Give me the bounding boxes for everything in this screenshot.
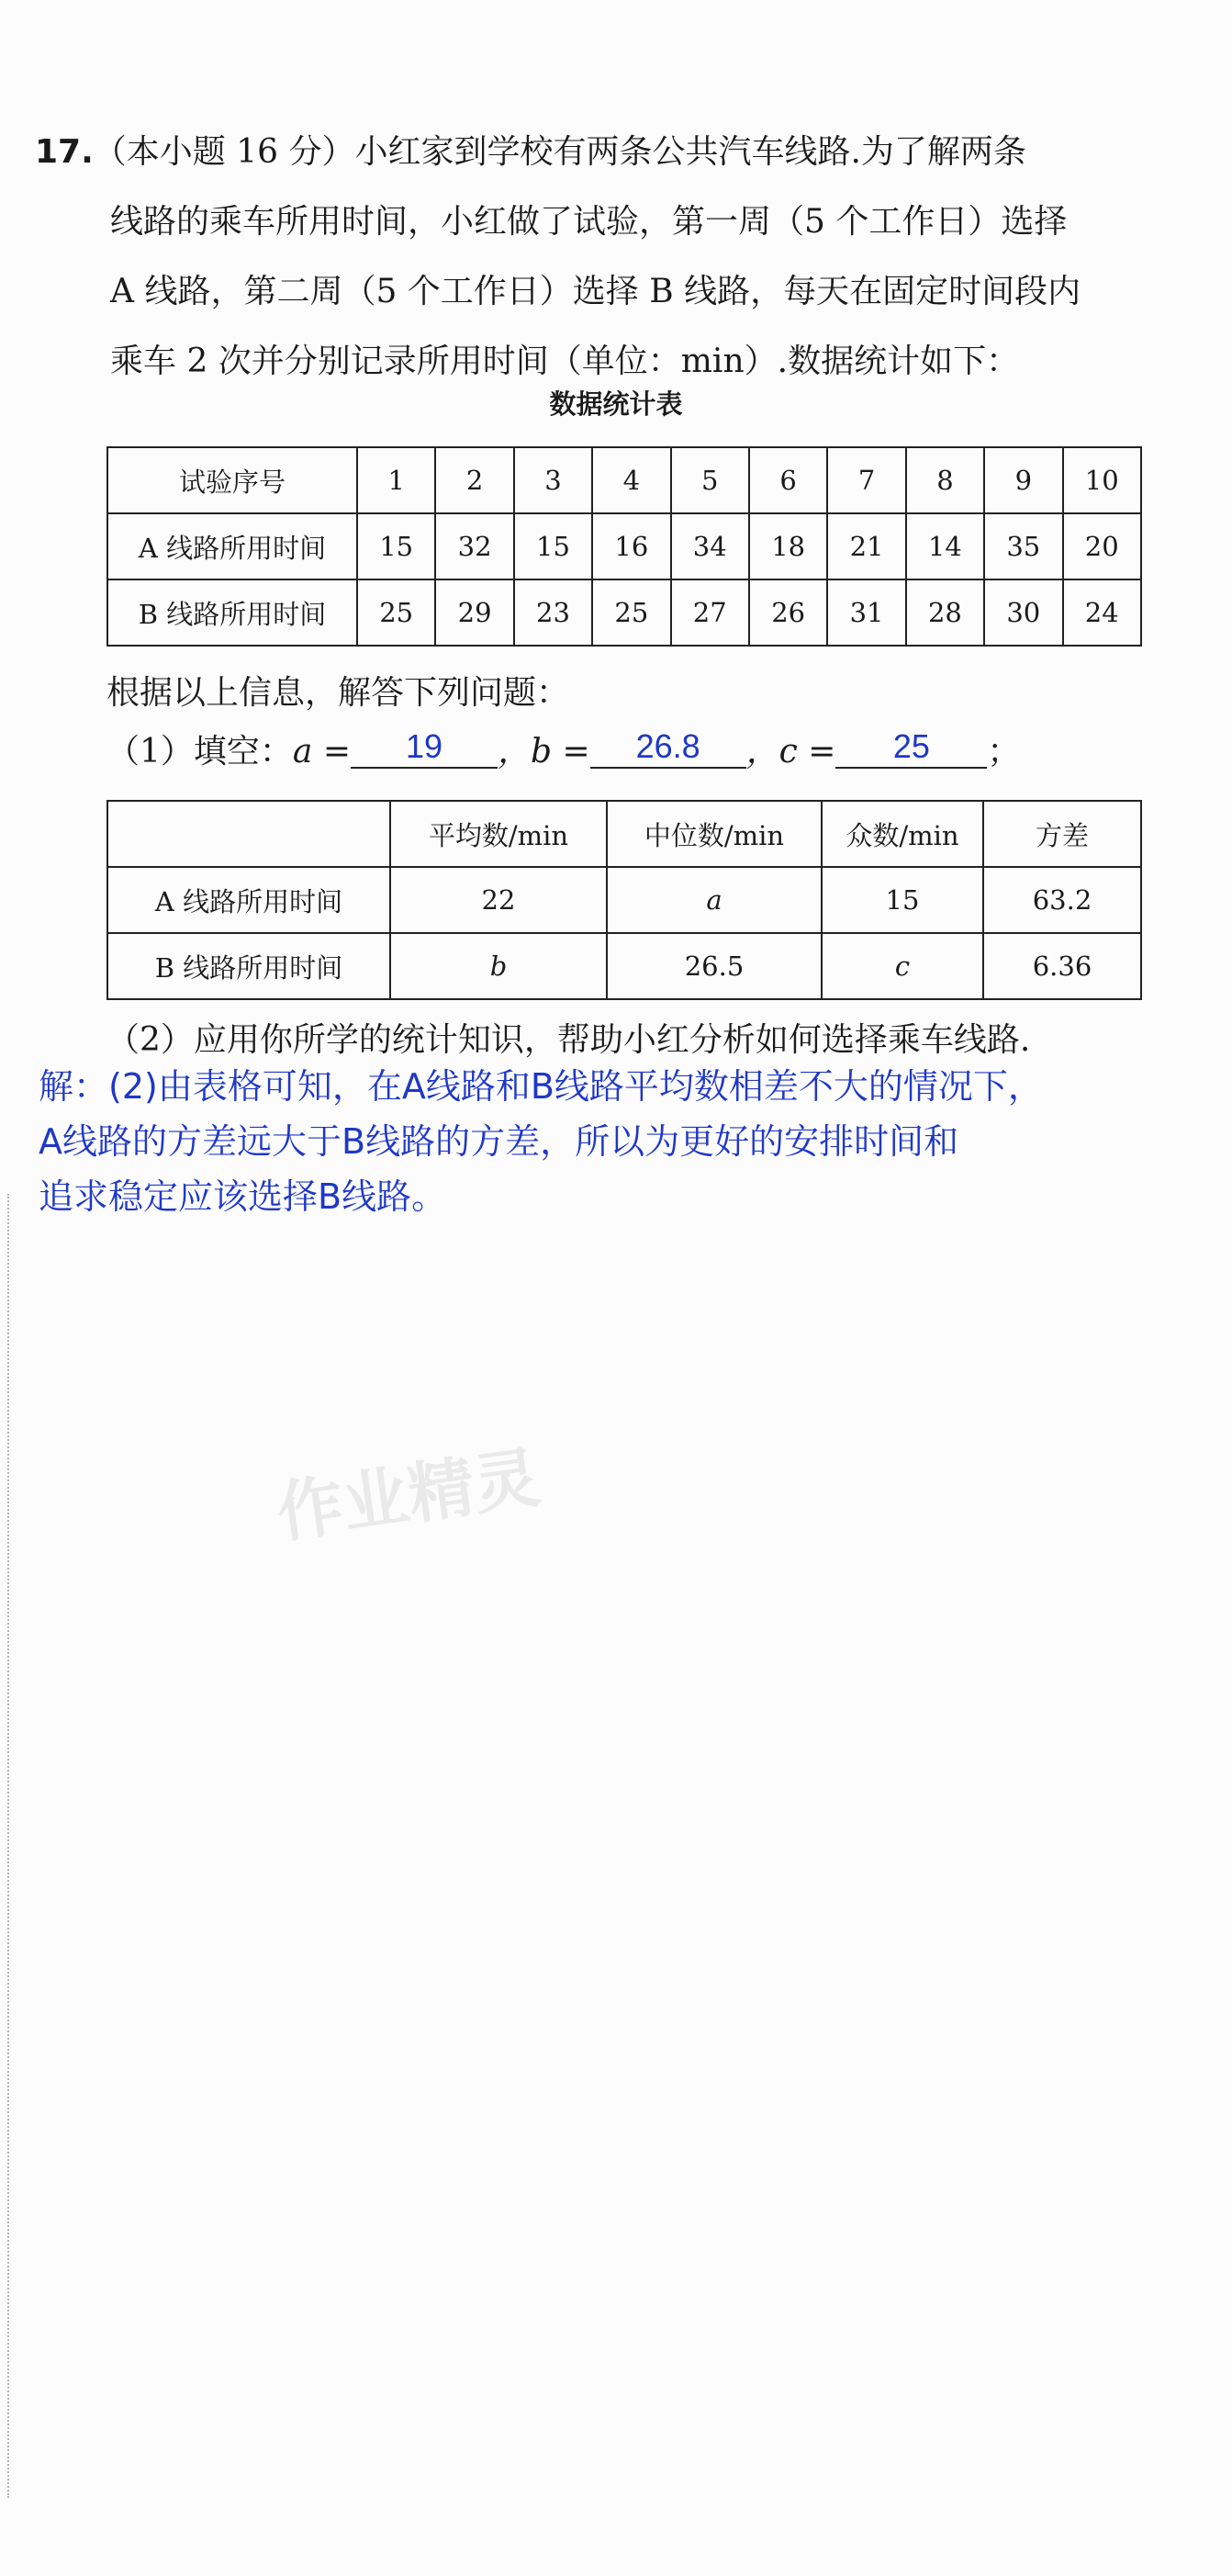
header-empty xyxy=(107,801,390,867)
cell: 32 xyxy=(435,513,513,579)
header-median: 中位数/min xyxy=(607,801,822,867)
c-answer-blank[interactable]: 25 xyxy=(835,726,987,769)
cell: c xyxy=(822,933,983,999)
trial-number: 8 xyxy=(906,447,984,513)
cell: 26 xyxy=(749,579,827,646)
fill-in-line xyxy=(106,726,1020,772)
trial-number: 9 xyxy=(984,447,1062,513)
margin-dotted-line xyxy=(7,1194,9,2498)
cell: 21 xyxy=(827,513,905,579)
table-row xyxy=(107,867,1141,933)
cell: 26.5 xyxy=(607,933,822,999)
part-2-question: （2）应用你所学的统计知识，帮助小红分析如何选择乘车线路. xyxy=(106,1021,1031,1059)
table-row xyxy=(107,933,1141,999)
cell: 22 xyxy=(390,867,607,933)
answer-line-3: 追求稳定应该选择B线路。 xyxy=(39,1176,447,1217)
cell: 15 xyxy=(514,513,592,579)
table-row xyxy=(107,579,1141,646)
trial-number: 7 xyxy=(827,447,905,513)
header-mean: 平均数/min xyxy=(390,801,607,867)
b-answer-blank[interactable]: 26.8 xyxy=(590,726,746,769)
answer-line-1: 解：(2)由表格可知，在A线路和B线路平均数相差不大的情况下， xyxy=(39,1066,1043,1107)
cell: 63.2 xyxy=(983,867,1141,933)
row-label-a: A 线路所用时间 xyxy=(107,867,390,933)
table-row xyxy=(107,513,1141,579)
watermark: 作业精灵 xyxy=(272,1438,545,1552)
trial-number: 3 xyxy=(514,447,592,513)
header-mode: 众数/min xyxy=(822,801,983,867)
cell: 18 xyxy=(749,513,827,579)
cell: 30 xyxy=(984,579,1062,646)
cell: a xyxy=(607,867,822,933)
data-statistics-table xyxy=(106,446,1142,647)
a-label: a = xyxy=(292,733,351,771)
header-trial-label: 试验序号 xyxy=(107,447,357,513)
table-row xyxy=(107,447,1141,513)
cell: b xyxy=(390,933,607,999)
cell: 29 xyxy=(435,579,513,646)
fill-prefix: （1）填空： xyxy=(106,733,293,771)
header-variance: 方差 xyxy=(983,801,1141,867)
cell: 16 xyxy=(592,513,670,579)
row-label-a: A 线路所用时间 xyxy=(107,513,357,579)
c-label: ，c = xyxy=(745,733,836,771)
problem-statement xyxy=(35,118,1146,397)
problem-line-4: 乘车 2 次并分别记录所用时间（单位：min）.数据统计如下： xyxy=(110,343,1020,380)
cell: 15 xyxy=(357,513,435,579)
problem-line-2: 线路的乘车所用时间，小红做了试验，第一周（5 个工作日）选择 xyxy=(110,203,1068,241)
problem-number: 17. xyxy=(35,133,94,171)
cell: 25 xyxy=(357,579,435,646)
fill-end: ； xyxy=(987,733,1021,771)
cell: 14 xyxy=(906,513,984,579)
question-prompt: 根据以上信息，解答下列问题： xyxy=(106,674,570,712)
trial-number: 2 xyxy=(435,447,513,513)
data-table-caption: 数据统计表 xyxy=(549,388,683,420)
cell: 27 xyxy=(671,579,749,646)
statistics-summary-table xyxy=(106,800,1142,1000)
cell: 28 xyxy=(906,579,984,646)
cell: 15 xyxy=(822,867,983,933)
cell: 6.36 xyxy=(983,933,1141,999)
problem-line-3: A 线路，第二周（5 个工作日）选择 B 线路，每天在固定时间段内 xyxy=(110,273,1081,310)
b-label: ，b = xyxy=(497,733,590,771)
cell: 24 xyxy=(1063,579,1141,646)
cell: 25 xyxy=(592,579,670,646)
cell: 31 xyxy=(827,579,905,646)
a-answer-blank[interactable]: 19 xyxy=(351,726,498,769)
table-row xyxy=(107,801,1141,867)
cell: 20 xyxy=(1063,513,1141,579)
cell: 35 xyxy=(984,513,1062,579)
problem-line-1: 17.（本小题 16 分）小红家到学校有两条公共汽车线路.为了解两条 xyxy=(35,133,1026,171)
row-label-b: B 线路所用时间 xyxy=(107,933,390,999)
trial-number: 4 xyxy=(592,447,670,513)
cell: 23 xyxy=(514,579,592,646)
trial-number: 5 xyxy=(671,447,749,513)
row-label-b: B 线路所用时间 xyxy=(107,579,357,646)
cell: 34 xyxy=(671,513,749,579)
trial-number: 6 xyxy=(749,447,827,513)
answer-line-2: A线路的方差远大于B线路的方差，所以为更好的安排时间和 xyxy=(39,1121,959,1162)
trial-number: 10 xyxy=(1063,447,1141,513)
trial-number: 1 xyxy=(357,447,435,513)
